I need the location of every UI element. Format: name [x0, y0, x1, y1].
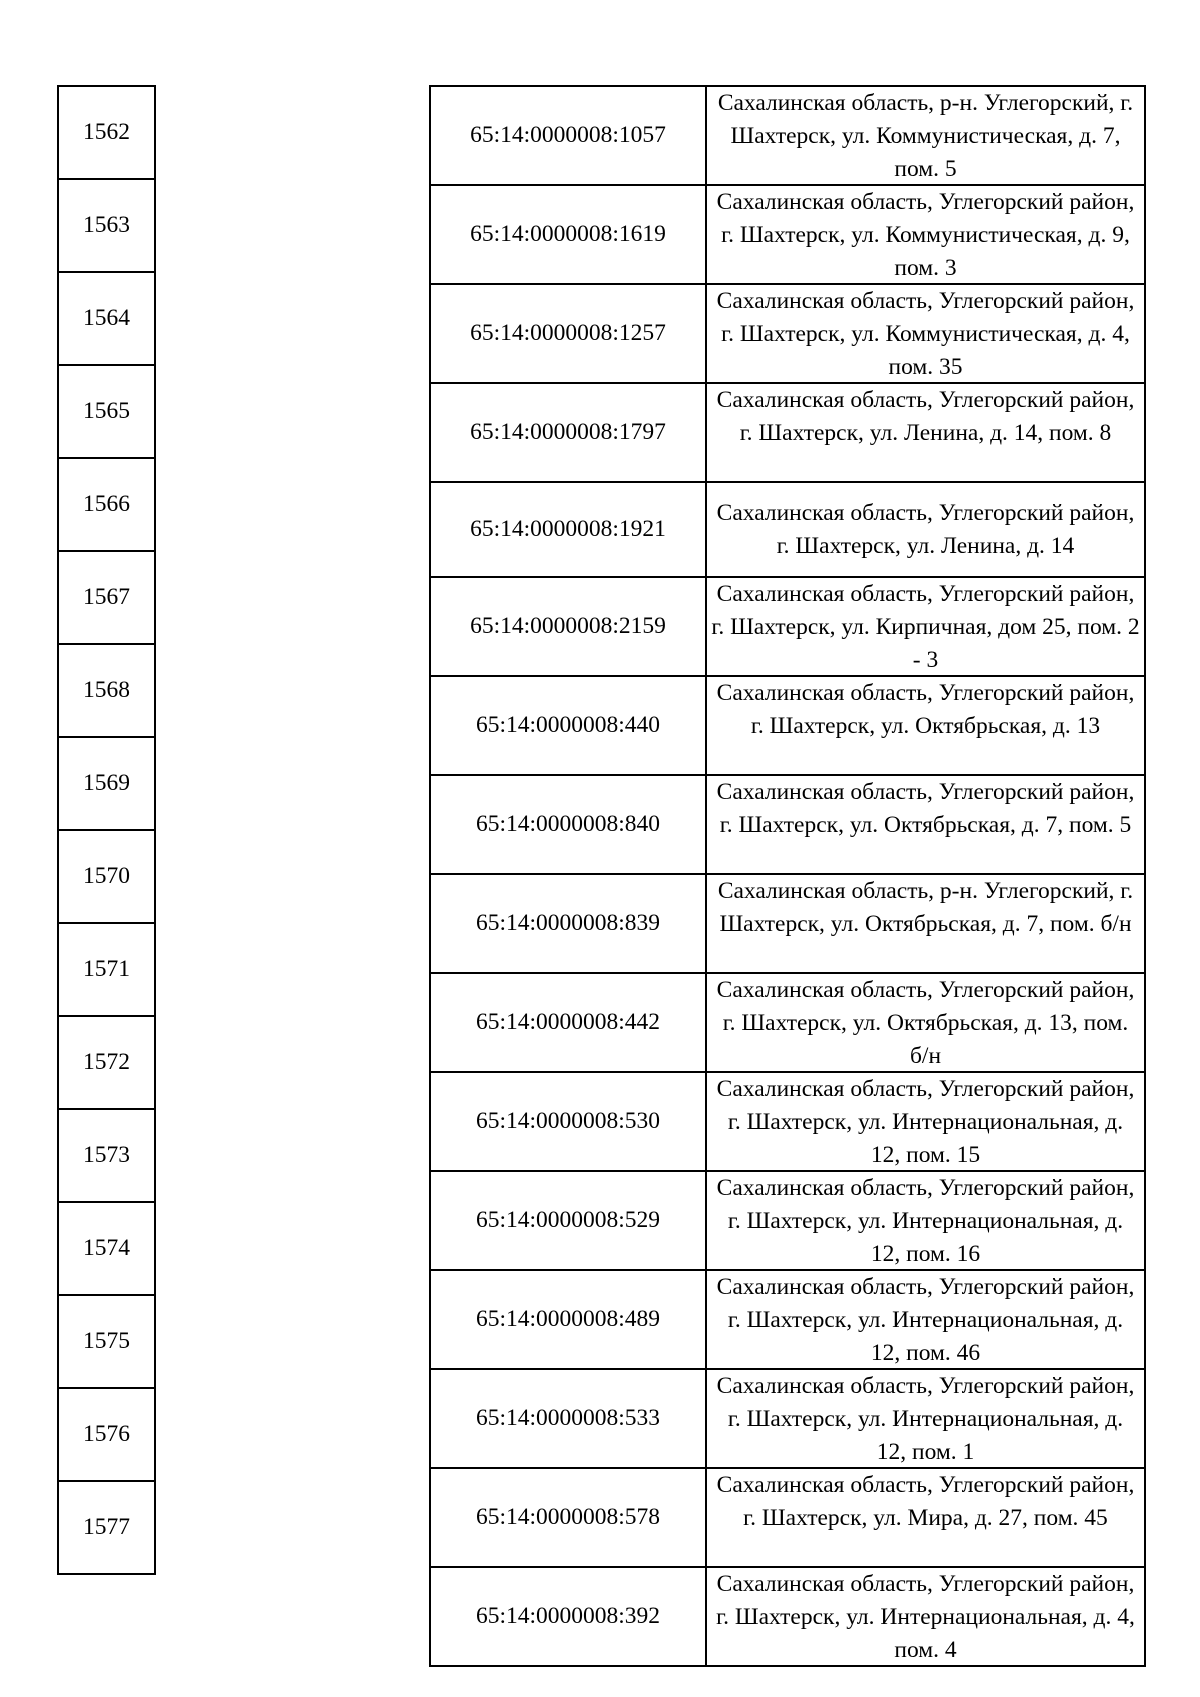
cadastral-number-cell: 65:14:0000008:533 [430, 1369, 706, 1468]
table-row [58, 86, 155, 179]
row-number-cell: 1568 [58, 644, 155, 737]
address-text: Сахалинская область, Углегорский район, г. Шахтерск, ул. Кирпичная, дом 25, пом. 2 - 3 [711, 581, 1140, 673]
cadastral-number-cell: 65:14:0000008:489 [430, 1270, 706, 1369]
address-cell [706, 1072, 1145, 1171]
table-row [58, 923, 155, 1016]
address-text: Сахалинская область, Углегорский район, г. Шахтерск, ул. Мира, д. 27, пом. 45 [716, 1472, 1135, 1531]
cadastral-number-cell: 65:14:0000008:839 [430, 874, 706, 973]
row-number-cell: 1570 [58, 830, 155, 923]
row-number-cell: 1572 [58, 1016, 155, 1109]
row-number-cell: 1562 [58, 86, 155, 179]
table-row [58, 1388, 155, 1481]
table-row [430, 1072, 1145, 1171]
table-row [58, 1295, 155, 1388]
row-number-cell: 1566 [58, 458, 155, 551]
table-row [430, 1270, 1145, 1369]
row-number-cell: 1563 [58, 179, 155, 272]
table-row [430, 973, 1145, 1072]
table-row [430, 86, 1145, 185]
cadastral-number-cell: 65:14:0000008:442 [430, 973, 706, 1072]
table-row [430, 1171, 1145, 1270]
address-cell [706, 973, 1145, 1072]
address-text: Сахалинская область, Углегорский район, г. Шахтерск, ул. Коммунистическая, д. 4, пом. 35 [716, 288, 1135, 380]
address-text: Сахалинская область, Углегорский район, г. Шахтерск, ул. Интернациональная, д. 12, пом. 46 [716, 1274, 1135, 1366]
table-row [430, 1468, 1145, 1567]
address-cell [706, 185, 1145, 284]
address-cell [706, 1369, 1145, 1468]
row-number-cell: 1576 [58, 1388, 155, 1481]
row-number-cell: 1564 [58, 272, 155, 365]
address-cell [706, 1567, 1145, 1666]
row-number-body [58, 86, 155, 1574]
cadastral-number-cell: 65:14:0000008:578 [430, 1468, 706, 1567]
cadastral-number-cell: 65:14:0000008:2159 [430, 577, 706, 676]
table-row [430, 284, 1145, 383]
cadastral-number-cell: 65:14:0000008:1921 [430, 482, 706, 577]
table-row [58, 1016, 155, 1109]
address-text: Сахалинская область, Углегорский район, г. Шахтерск, ул. Интернациональная, д. 4, пом. 4 [716, 1571, 1135, 1663]
table-row [58, 1109, 155, 1202]
table-row [430, 1369, 1145, 1468]
table-row [430, 383, 1145, 482]
cadastral-number-cell: 65:14:0000008:1057 [430, 86, 706, 185]
cadastral-number-cell: 65:14:0000008:1619 [430, 185, 706, 284]
address-cell [706, 577, 1145, 676]
cadastral-number-cell: 65:14:0000008:840 [430, 775, 706, 874]
address-text: Сахалинская область, Углегорский район, г. Шахтерск, ул. Коммунистическая, д. 9, пом. 3 [716, 189, 1135, 281]
row-number-table [57, 85, 156, 1575]
table-row [430, 482, 1145, 577]
address-cell [706, 676, 1145, 775]
address-text: Сахалинская область, Углегорский район, г. Шахтерск, ул. Октябрьская, д. 13 [716, 680, 1135, 739]
address-text: Сахалинская область, Углегорский район, г. Шахтерск, ул. Ленина, д. 14, пом. 8 [716, 387, 1135, 446]
cadastral-number-cell: 65:14:0000008:392 [430, 1567, 706, 1666]
cadastral-number-cell: 65:14:0000008:1797 [430, 383, 706, 482]
table-row [58, 1481, 155, 1574]
address-cell [706, 383, 1145, 482]
row-number-cell: 1574 [58, 1202, 155, 1295]
table-row [58, 365, 155, 458]
address-cell [706, 874, 1145, 973]
table-row [58, 644, 155, 737]
table-row [58, 830, 155, 923]
table-row [430, 775, 1145, 874]
row-number-cell: 1577 [58, 1481, 155, 1574]
row-number-cell: 1567 [58, 551, 155, 644]
table-row [58, 1202, 155, 1295]
address-cell [706, 775, 1145, 874]
address-cell [706, 284, 1145, 383]
row-number-cell: 1573 [58, 1109, 155, 1202]
address-cell [706, 1468, 1145, 1567]
address-text: Сахалинская область, Углегорский район, г. Шахтерск, ул. Ленина, д. 14 [716, 499, 1135, 559]
address-text: Сахалинская область, р-н. Углегорский, г. Шахтерск, ул. Коммунистическая, д. 7, пом. 5 [717, 90, 1134, 182]
row-number-cell: 1575 [58, 1295, 155, 1388]
property-body [430, 86, 1145, 1666]
row-number-cell: 1571 [58, 923, 155, 1016]
table-row [430, 1567, 1145, 1666]
table-row [58, 272, 155, 365]
table-row [58, 179, 155, 272]
address-cell [706, 1270, 1145, 1369]
table-row [430, 577, 1145, 676]
cadastral-number-cell: 65:14:0000008:1257 [430, 284, 706, 383]
table-row [58, 737, 155, 830]
table-row [430, 676, 1145, 775]
address-cell [706, 482, 1145, 577]
cadastral-number-cell: 65:14:0000008:440 [430, 676, 706, 775]
row-number-cell: 1569 [58, 737, 155, 830]
address-text: Сахалинская область, Углегорский район, г. Шахтерск, ул. Интернациональная, д. 12, пом. 1 [716, 1373, 1135, 1465]
address-text: Сахалинская область, Углегорский район, г. Шахтерск, ул. Октябрьская, д. 13, пом. б/н [716, 977, 1135, 1069]
table-row [430, 874, 1145, 973]
address-cell [706, 86, 1145, 185]
table-row [430, 185, 1145, 284]
address-cell [706, 1171, 1145, 1270]
table-row [58, 458, 155, 551]
table-row [58, 551, 155, 644]
property-table [429, 85, 1146, 1667]
address-text: Сахалинская область, Углегорский район, г. Шахтерск, ул. Интернациональная, д. 12, пом. 16 [716, 1175, 1135, 1267]
cadastral-number-cell: 65:14:0000008:529 [430, 1171, 706, 1270]
address-text: Сахалинская область, Углегорский район, г. Шахтерск, ул. Интернациональная, д. 12, пом. 15 [716, 1076, 1135, 1168]
address-text: Сахалинская область, Углегорский район, г. Шахтерск, ул. Октябрьская, д. 7, пом. 5 [716, 779, 1135, 838]
address-text: Сахалинская область, р-н. Углегорский, г. Шахтерск, ул. Октябрьская, д. 7, пом. б/н [717, 878, 1134, 937]
cadastral-number-cell: 65:14:0000008:530 [430, 1072, 706, 1171]
row-number-cell: 1565 [58, 365, 155, 458]
